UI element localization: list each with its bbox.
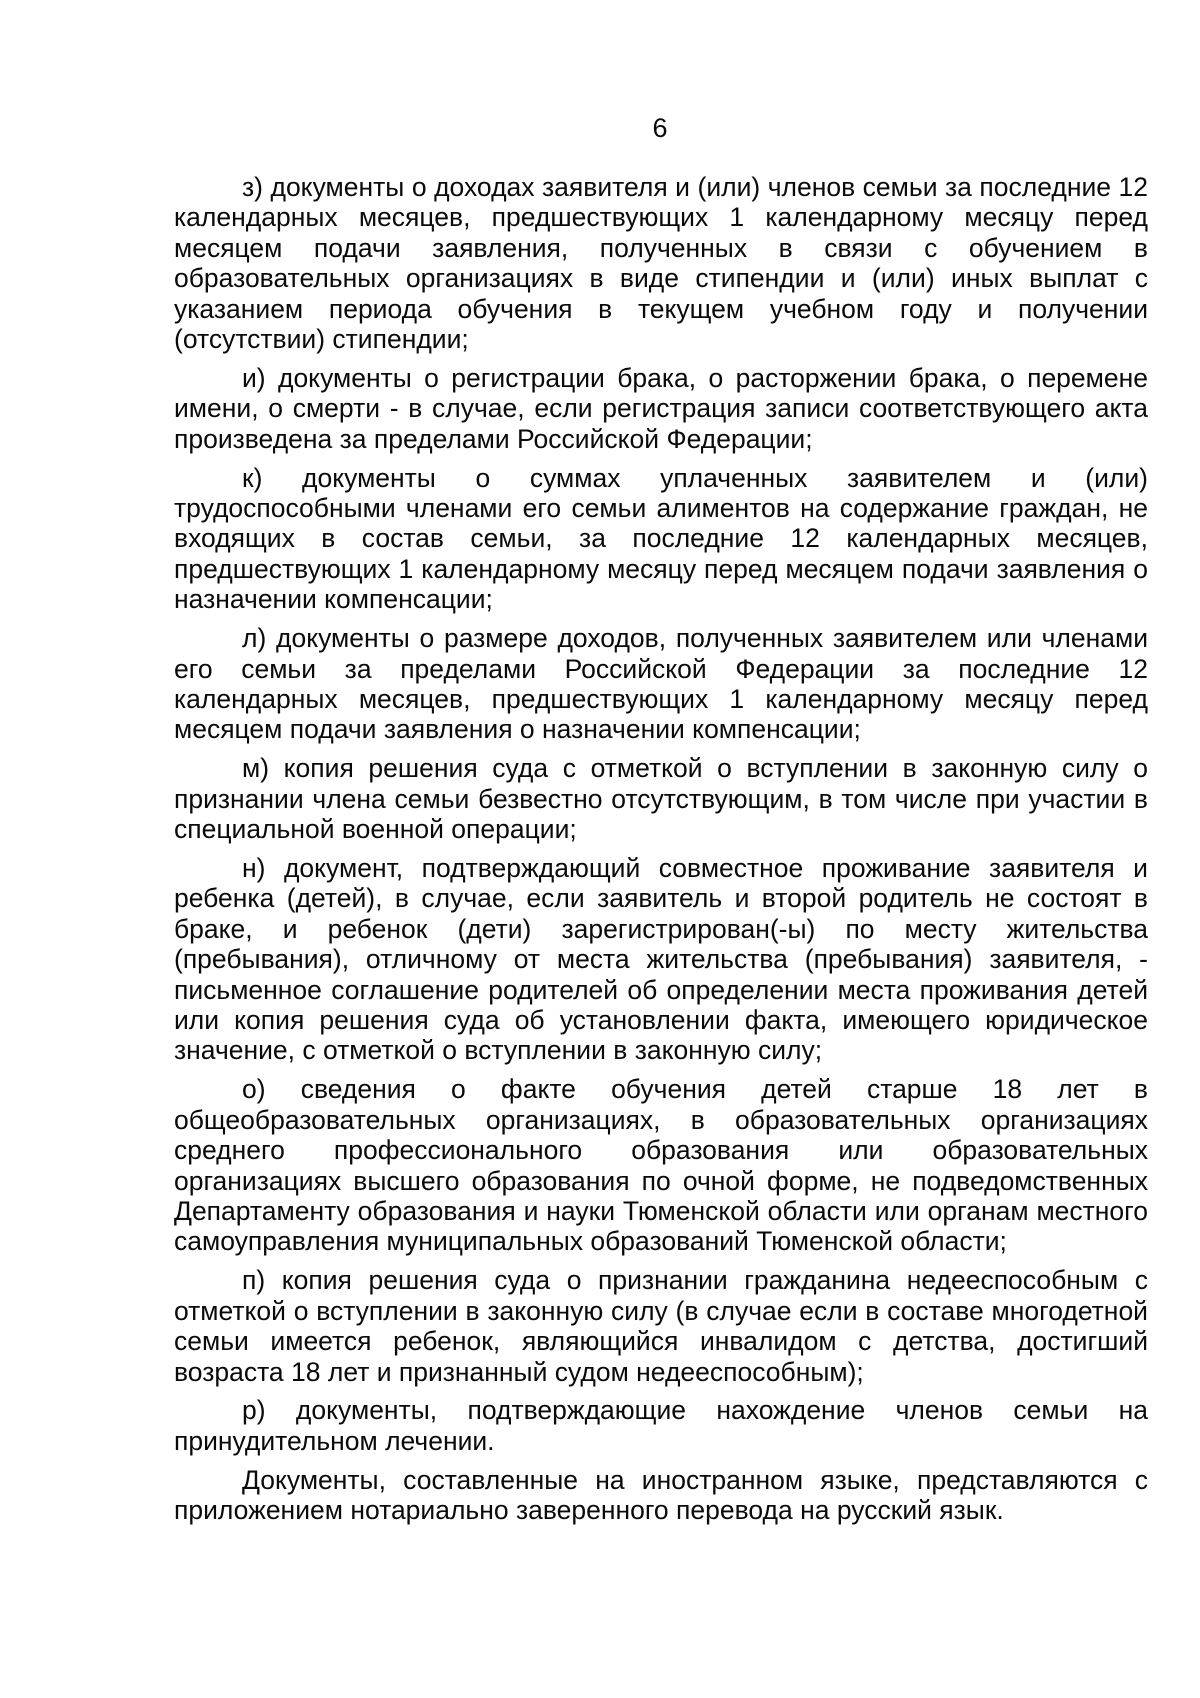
- document-body: [174, 172, 1148, 1534]
- paragraph-z: з) документы о доходах заявителя и (или) членов семьи за последние 12 календарных месяцев, предшествующих 1 календарному месяцу перед месяцем подачи заявления, полученных в связи с обучением в образовательных организациях в виде стипендии и (или) иных выплат с указанием периода обучения в текущем учебном году и получении (отсутствии) стипендии;: [174, 172, 1148, 355]
- paragraph-foreign-documents: Документы, составленные на иностранном языке, представляются с приложением нотариально заверенного перевода на русский язык.: [174, 1464, 1148, 1526]
- paragraph-k: к) документы о суммах уплаченных заявителем и (или) трудоспособными членами его семьи алиментов на содержание граждан, не входящих в состав семьи, за последние 12 календарных месяцев, предшествующих 1 календарному месяцу перед месяцем подачи заявления о назначении компенсации;: [174, 462, 1148, 615]
- paragraph-r: р) документы, подтверждающие нахождение членов семьи на принудительном лечении.: [174, 1395, 1148, 1456]
- paragraph-m: м) копия решения суда с отметкой о вступлении в законную силу о признании члена семьи безвестно отсутствующим, в том числе при участии в специальной военной операции;: [174, 753, 1148, 845]
- paragraph-n: н) документ, подтверждающий совместное проживание заявителя и ребенка (детей), в случае, если заявитель и второй родитель не состоят в браке, и ребенок (дети) зарегистрирован(-ы) по месту жительства (пребывания), отличному от места жительства (пребывания) заявителя, - письменное соглашение родителей об определении места проживания детей или копия решения суда об установлении факта, имеющего юридическое значение, с отметкой о вступлении в законную силу;: [174, 853, 1148, 1066]
- paragraph-i: и) документы о регистрации брака, о расторжении брака, о перемене имени, о смерти - в случае, если регистрация записи соответствующего акта произведена за пределами Российской Федерации;: [174, 362, 1148, 454]
- page-number: 6: [652, 113, 668, 143]
- paragraph-o: о) сведения о факте обучения детей старше 18 лет в общеобразовательных организациях, в образовательных организациях среднего профессионального образования или образовательных организациях высшего образования по очной форме, не подведомственных Департаменту образования и науки Тюменской области или органам местного самоуправления муниципальных образований Тюменской области;: [174, 1074, 1148, 1257]
- paragraph-l: л) документы о размере доходов, полученных заявителем или членами его семьи за пределами Российской Федерации за последние 12 календарных месяцев, предшествующих 1 календарному месяцу перед месяцем подачи заявления о назначении компенсации;: [174, 623, 1148, 745]
- paragraph-p: п) копия решения суда о признании гражданина недееспособным с отметкой о вступлении в законную силу (в случае если в составе многодетной семьи имеется ребенок, являющийся инвалидом с детства, достигший возраста 18 лет и признанный судом недееспособным);: [174, 1265, 1148, 1387]
